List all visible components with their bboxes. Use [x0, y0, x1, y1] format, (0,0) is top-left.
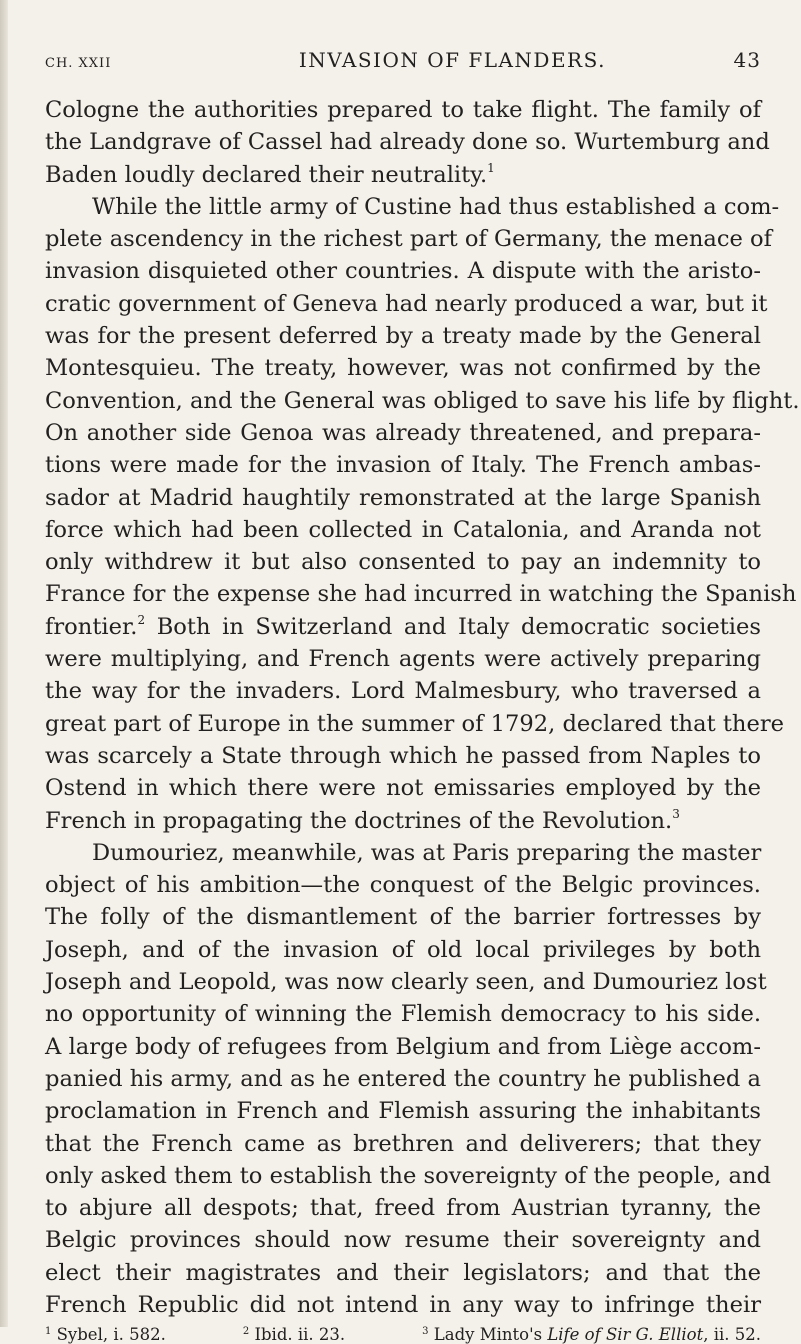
footnote [45, 1325, 166, 1344]
page-title: INVASION OF FLANDERS. [298, 48, 606, 72]
text-line: the way for the invaders. Lord Malmesbury, who traversed a [45, 678, 761, 705]
text-line: France for the expense she had incurred in watching the Spanish [45, 581, 797, 608]
text-line: Joseph and Leopold, was now clearly seen, and Dumouriez lost [45, 969, 767, 996]
text-line-content: French in propagating the doctrines of the Revolution. [45, 807, 673, 834]
text-line: sador at Madrid haughtily remonstrated at the large Spanish [45, 484, 761, 511]
text-line: was for the present deferred by a treaty made by the General [45, 323, 761, 350]
text-line: the Landgrave of Cassel had already done so. Wurtemburg and [45, 129, 770, 156]
body-text [45, 94, 800, 1321]
text-line: Convention, and the General was obliged to save his life by flight. [45, 387, 800, 414]
footnote-ref: 2 [137, 612, 146, 627]
footnote-text: Lady Minto's [433, 1325, 548, 1344]
footnote-text: Sybel, i. 582. [56, 1325, 166, 1344]
text-line: cratic government of Geneva had nearly produced a war, but it [45, 290, 768, 317]
running-head [45, 48, 761, 78]
text-line: to abjure all despots; that, freed from Austrian tyranny, the [45, 1195, 761, 1222]
text-line: While the little army of Custine had thus established a com- [92, 193, 780, 220]
footnote-ref: 1 [487, 160, 495, 175]
text-line [45, 805, 761, 837]
text-line: Cologne the authorities prepared to take flight. The family of [45, 97, 761, 123]
footnotes [45, 1325, 761, 1344]
book-page [45, 48, 800, 1344]
text-line: On another side Genoa was already threatened, and prepara- [45, 419, 761, 446]
footnote-text: Ibid. ii. 23. [254, 1325, 346, 1344]
text-line-content: Baden loudly declared their neutrality. [45, 161, 488, 188]
page-number: 43 [733, 48, 761, 72]
binding-edge [0, 0, 8, 1327]
text-line [45, 159, 761, 191]
text-line: panied his army, and as he entered the country he published a [45, 1065, 761, 1092]
text-line: elect their magistrates and their legislators; and that the [45, 1259, 761, 1286]
text-line: A large body of refugees from Belgium and from Liège accom- [45, 1033, 761, 1060]
footnote [422, 1325, 761, 1344]
text-line: was scarcely a State through which he passed from Naples to [45, 742, 761, 769]
text-line [45, 611, 761, 643]
text-line: The folly of the dismantlement of the barrier fortresses by [45, 904, 761, 931]
text-line: French Republic did not intend in any way to infringe their [45, 1291, 761, 1318]
text-line: proclamation in French and Flemish assuring the inhabitants [45, 1098, 761, 1125]
footnote-text: , ii. 52. [703, 1325, 761, 1344]
footnote [243, 1325, 345, 1344]
text-line: Joseph, and of the invasion of old local privileges by both [45, 936, 761, 963]
footnote-mark: 3 [422, 1326, 429, 1338]
text-line-content: Both in Switzerland and Italy democratic societies [145, 613, 761, 640]
footnote-ref: 3 [672, 806, 680, 821]
text-line: only withdrew it but also consented to pay an indemnity to [45, 549, 761, 576]
text-line: Belgic provinces should now resume their sovereignty and [45, 1227, 761, 1254]
text-line: object of his ambition—the conquest of the Belgic provinces. [45, 872, 761, 899]
text-line-content: frontier. [45, 613, 138, 640]
footnote-mark: 2 [242, 1326, 250, 1338]
footnote-mark: 1 [45, 1326, 52, 1338]
footnote-book-title: Life of Sir G. Elliot [547, 1325, 704, 1344]
text-line: plete ascendency in the richest part of Germany, the menace of [45, 226, 773, 253]
text-line: invasion disquieted other countries. A dispute with the aristo- [45, 258, 761, 285]
text-line: were multiplying, and French agents were actively preparing [45, 646, 761, 673]
text-line: force which had been collected in Catalonia, and Aranda not [45, 516, 761, 543]
text-line: great part of Europe in the summer of 1792, declared that there [45, 710, 785, 737]
chapter-label: CH. XXII [45, 56, 112, 71]
text-line: Ostend in which there were not emissaries employed by the [45, 775, 761, 802]
text-line: only asked them to establish the sovereignty of the people, and [45, 1162, 771, 1189]
text-line: no opportunity of winning the Flemish democracy to his side. [45, 1001, 761, 1028]
text-line: tions were made for the invasion of Italy. The French ambas- [45, 452, 761, 479]
text-line: Dumouriez, meanwhile, was at Paris preparing the master [92, 839, 762, 866]
text-line: Montesquieu. The treaty, however, was not confirmed by the [45, 355, 761, 382]
text-line: that the French came as brethren and deliverers; that they [45, 1130, 761, 1157]
